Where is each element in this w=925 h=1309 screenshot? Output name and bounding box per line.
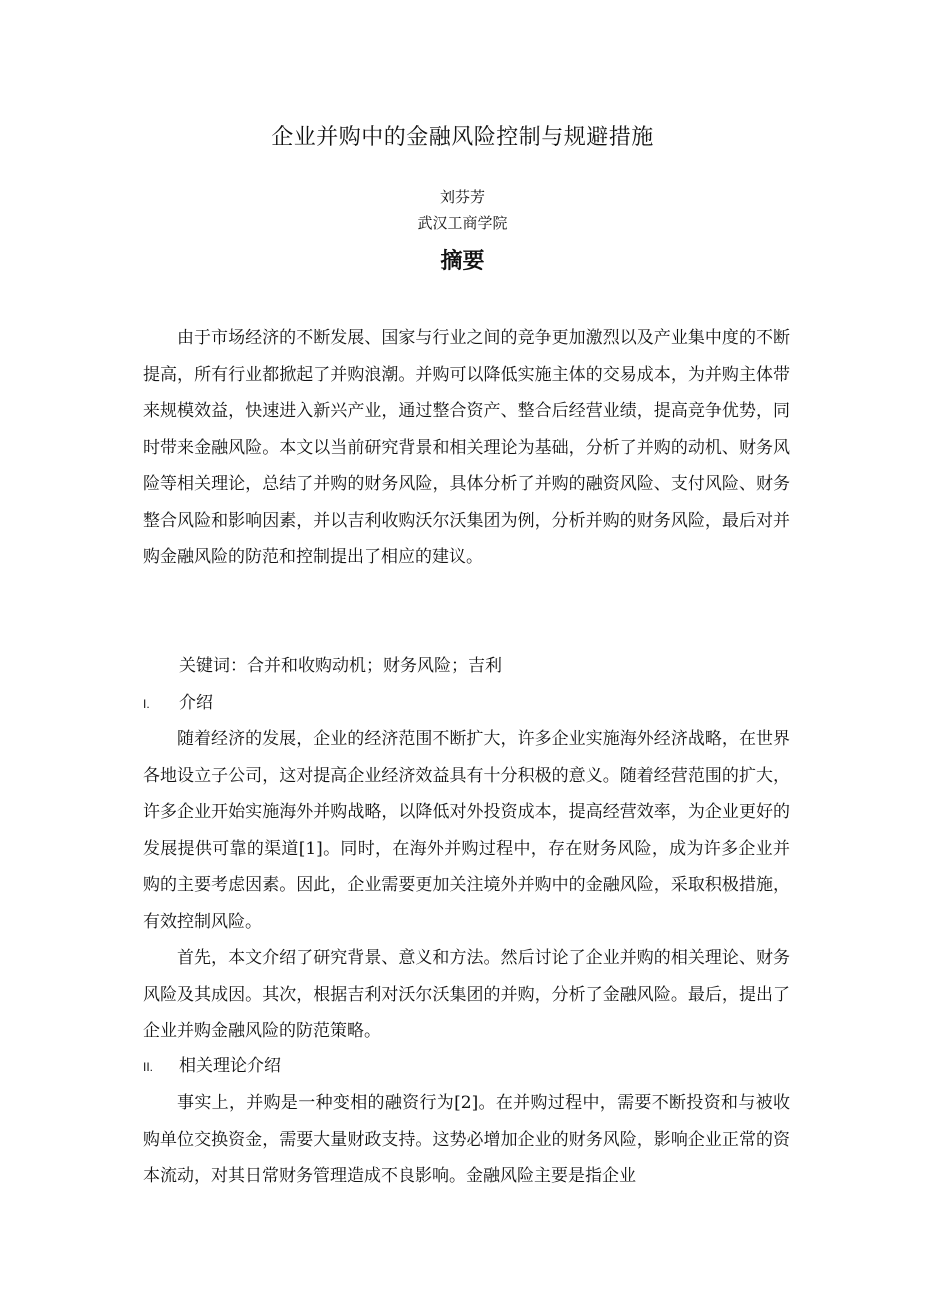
paper-title: 企业并购中的金融风险控制与规避措施 bbox=[271, 125, 654, 150]
abstract-paragraph: 由于市场经济的不断发展、国家与行业之间的竞争更加激烈以及产业集中度的不断提高，所有行业都掀起了并购浪潮。并购可以降低实施主体的交易成本，为并购主体带来规模效益，快速进入新兴产业，通过整合资产、整合后经营业绩，提高竞争优势，同时带来金融风险。本文以当前研究背景和相关理论为基础，分析了并购的动机、财务风险等相关理论，总结了并购的财务风险，具体分析了并购的融资风险、支付风险、财务整合风险和影响因素，并以吉利收购沃尔沃集团为例，分析并购的财务风险，最后对并购金融风险的防范和控制提出了相应的建议。 bbox=[143, 328, 790, 567]
body-paragraph: 首先，本文介绍了研究背景、意义和方法。然后讨论了企业并购的相关理论、财务风险及其成因。其次，根据吉利对沃尔沃集团的并购，分析了金融风险。最后，提出了企业并购金融风险的防范策略。 bbox=[143, 948, 790, 1041]
author-affiliation: 武汉工商学院 bbox=[417, 214, 508, 232]
author-name: 刘芬芳 bbox=[439, 188, 485, 206]
section-number: I. bbox=[143, 697, 150, 711]
abstract-heading: 摘要 bbox=[440, 249, 485, 274]
keywords-line: 关键词：合并和收购动机；财务风险；吉利 bbox=[179, 656, 502, 676]
section-title: 相关理论介绍 bbox=[179, 1056, 281, 1076]
body-paragraph: 随着经济的发展，企业的经济范围不断扩大，许多企业实施海外经济战略，在世界各地设立子公司，这对提高企业经济效益具有十分积极的意义。随着经营范围的扩大，许多企业开始实施海外并购战略，以降低对外投资成本，提高经营效率，为企业更好的发展提供可靠的渠道[1]。同时，在海外并购过程中，存在财务风险，成为许多企业并购的主要考虑因素。因此，企业需要更加关注境外并购中的金融风险，采取积极措施，有效控制风险。 bbox=[143, 729, 790, 932]
section-title: 介绍 bbox=[179, 693, 213, 713]
section-heading-related-theory bbox=[143, 1048, 281, 1086]
section-number: II. bbox=[143, 1060, 154, 1074]
section-heading-introduction bbox=[143, 685, 213, 723]
body-paragraph: 事实上，并购是一种变相的融资行为[2]。在并购过程中，需要不断投资和与被收购单位交换资金，需要大量财政支持。这势必增加企业的财务风险，影响企业正常的资本流动，对其日常财务管理造成不良影响。金融风险主要是指企业 bbox=[143, 1093, 790, 1186]
